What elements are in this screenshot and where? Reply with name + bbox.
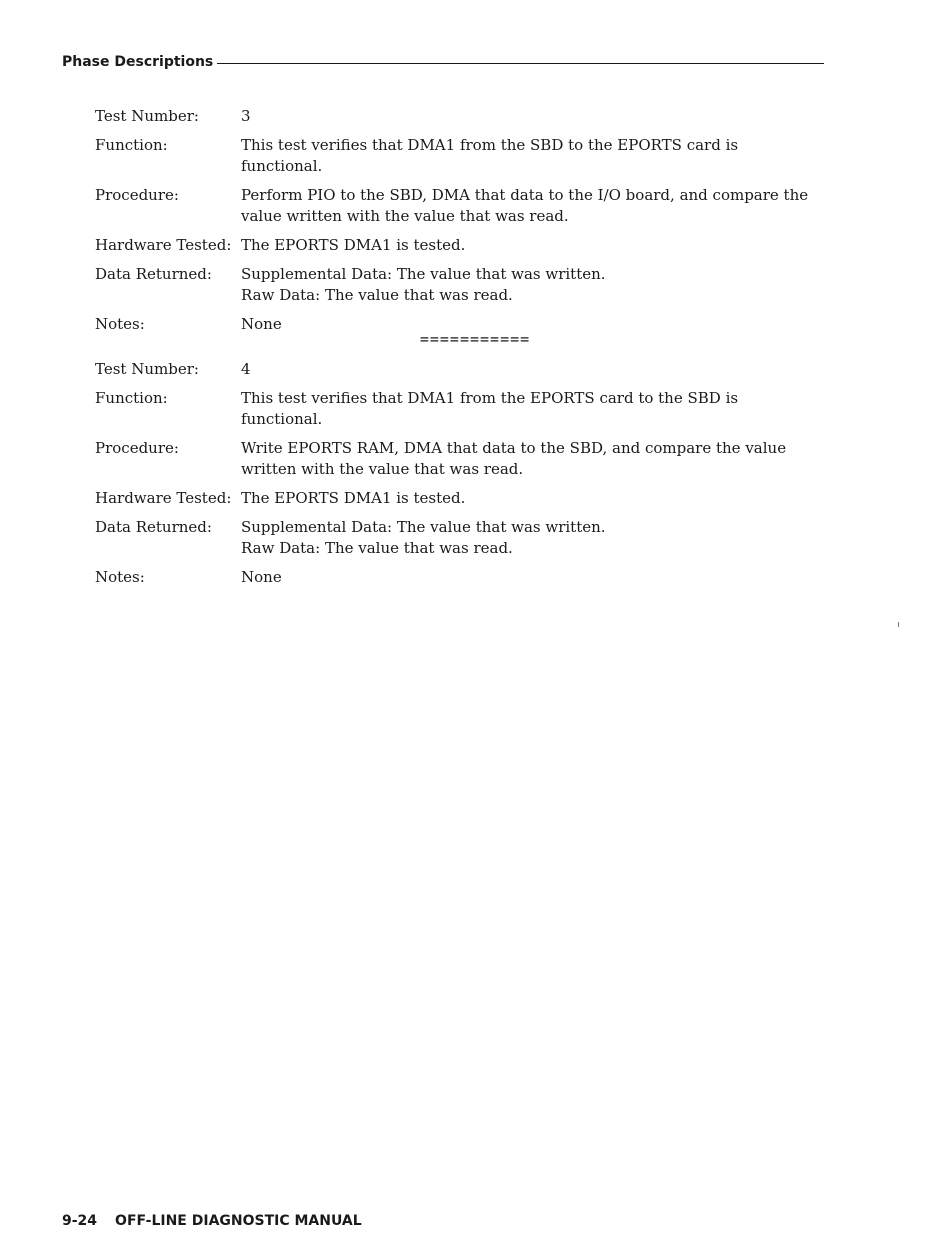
row-label: Procedure:: [95, 186, 179, 204]
hardware-tested-row: [95, 235, 815, 256]
function-row: [95, 388, 815, 430]
row-label: Data Returned:: [95, 265, 212, 283]
row-value: Supplemental Data: The value that was written. Raw Data: The value that was read.: [241, 518, 606, 557]
row-value: This test verifies that DMA1 from the SBD to the EPORTS card is functional.: [241, 136, 739, 175]
data-returned-row: [95, 517, 815, 559]
row-label: Function:: [95, 389, 168, 407]
row-value: 3: [241, 107, 251, 125]
row-value: Supplemental Data: The value that was written. Raw Data: The value that was read.: [241, 265, 606, 304]
scan-speck: [898, 622, 899, 627]
function-row: [95, 135, 815, 177]
page-header: [62, 52, 824, 72]
test-block-3: [95, 106, 815, 343]
row-value: The EPORTS DMA1 is tested.: [241, 236, 466, 254]
data-returned-row: [95, 264, 815, 306]
test-block-4: [95, 359, 815, 596]
row-label: Data Returned:: [95, 518, 212, 536]
procedure-row: [95, 185, 815, 227]
test-number-row: [95, 359, 815, 380]
section-title: Phase Descriptions: [62, 54, 214, 70]
notes-row: [95, 567, 815, 588]
header-rule: [217, 63, 824, 64]
row-label: Function:: [95, 136, 168, 154]
row-value: Perform PIO to the SBD, DMA that data to the I/O board, and compare the value written with the value that was read.: [241, 186, 809, 225]
row-label: Hardware Tested:: [95, 489, 232, 507]
hardware-tested-row: [95, 488, 815, 509]
row-value: None: [241, 568, 282, 586]
row-value: None: [241, 315, 282, 333]
row-label: Procedure:: [95, 439, 179, 457]
page-footer: [62, 1213, 362, 1229]
test-number-row: [95, 106, 815, 127]
test-separator: ===========: [419, 330, 531, 348]
row-label: Test Number:: [95, 107, 199, 125]
row-label: Test Number:: [95, 360, 199, 378]
procedure-row: [95, 438, 815, 480]
row-value: This test verifies that DMA1 from the EPORTS card to the SBD is functional.: [241, 389, 739, 428]
row-value: The EPORTS DMA1 is tested.: [241, 489, 466, 507]
row-label: Notes:: [95, 315, 145, 333]
row-label: Hardware Tested:: [95, 236, 232, 254]
page-number: 9-24: [62, 1213, 98, 1229]
row-value: 4: [241, 360, 251, 378]
manual-title: OFF-LINE DIAGNOSTIC MANUAL: [115, 1213, 362, 1229]
row-label: Notes:: [95, 568, 145, 586]
row-value: Write EPORTS RAM, DMA that data to the SBD, and compare the value written with the value that was read.: [241, 439, 787, 478]
